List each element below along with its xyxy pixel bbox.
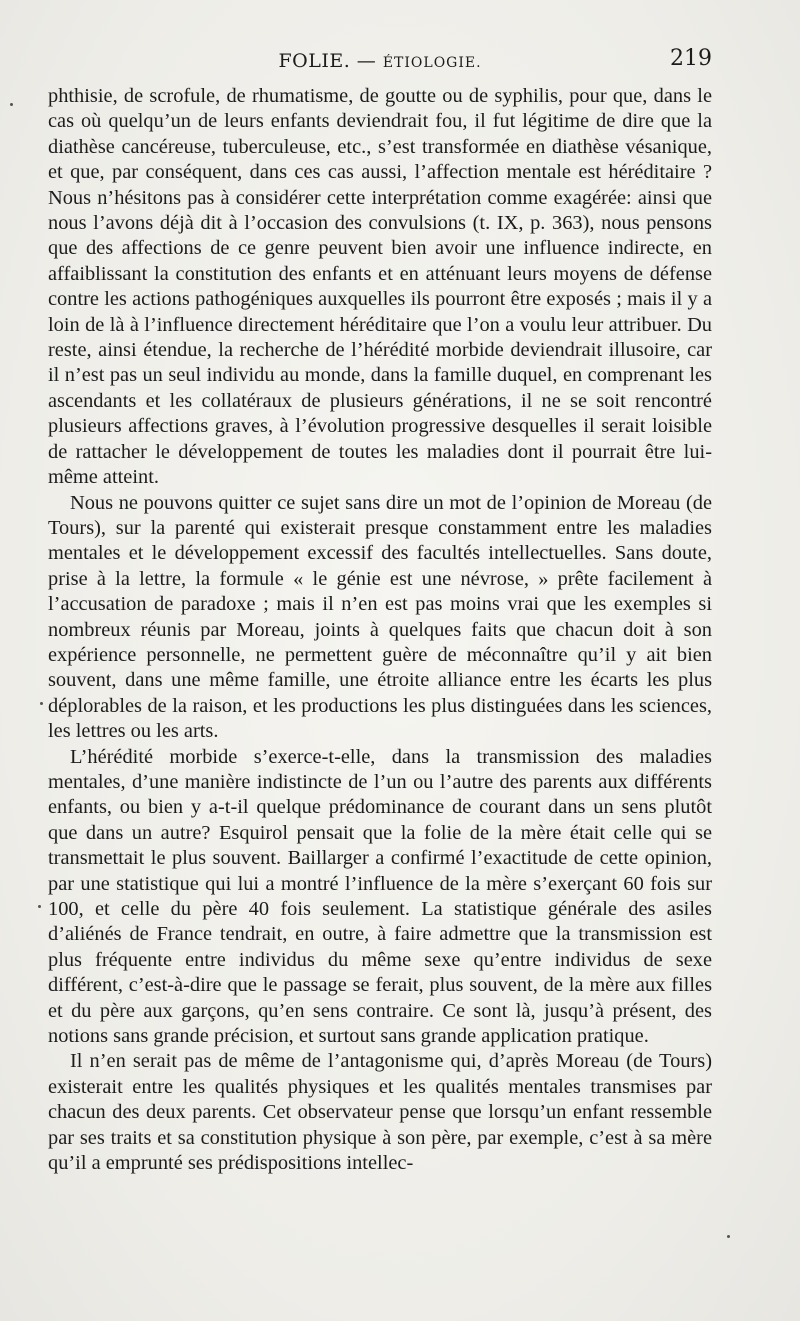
running-head-title: FOLIE. [278, 50, 351, 72]
paper-speck [40, 702, 43, 705]
paragraph-continuation: phthisie, de scrofule, de rhumatisme, de goutte ou de syphilis, pour que, dans le cas où quelqu’un de leurs enfants deviendrait fou, il fut légitime de dire que la diathèse cancéreuse, tuberculeuse, etc., s’est transformée en diathèse vésanique, et que, par conséquent, dans ces cas aussi, l’affection mentale est héréditaire ? Nous n’hésitons pas à considérer cette interprétation comme exagérée: ainsi que nous l’avons déjà dit à l’occasion des convulsions (t. IX, p. 363), nous pensons que des affections de ce genre peuvent bien avoir une influence indirecte, en affaiblissant la constitution des enfants et en atténuant leurs moyens de défense contre les actions pathogéniques auxquelles ils pourront être exposés ; mais il y a loin de là à l’influence directement héréditaire que l’on a voulu leur attribuer. Du reste, ainsi étendue, la recherche de l’hérédité morbide deviendrait illusoire, car il n’est pas un seul individu au monde, dans la famille duquel, en comprenant les ascendants et les collatéraux de plusieurs générations, il ne se soit rencontré plusieurs affections graves, à l’évolution progressive desquelles il serait loisible de rattacher le développement de toutes les maladies dont il pourrait être lui-même atteint. [48, 85, 712, 489]
paragraph: L’hérédité morbide s’exerce-t-elle, dans la transmission des maladies mentales, d’une manière indistincte de l’un ou l’autre des parents aux différents enfants, ou bien y a-t-il quelque prédominance de courant dans un sens plutôt que dans un autre? Esquirol pensait que la folie de la mère était celle qui se transmettait le plus souvent. Baillarger a confirmé l’exactitude de cette opinion, par une statistique qui lui a montré l’influence de la mère s’exerçant 60 fois sur 100, et celle du père 40 fois seulement. La statistique générale des asiles d’aliénés de France tendrait, en outre, à faire admettre que la transmission est plus fréquente entre individus du même sexe qu’entre individus de sexe différent, c’est-à-dire que le passage se ferait, plus souvent, de la mère aux filles et du père aux garçons, qu’en sens contraire. Ce sont là, jusqu’à présent, des notions sans grande précision, et surtout sans grande application pratique. [48, 745, 712, 1048]
paper-speck [727, 1235, 730, 1238]
paper-speck [10, 103, 13, 106]
running-head-section: ÉTIOLOGIE. [382, 55, 482, 71]
page-number: 219 [670, 46, 712, 71]
paragraph: Nous ne pouvons quitter ce sujet sans dire un mot de l’opinion de Moreau (de Tours), sur la parenté qui existerait presque constamment entre les maladies mentales et le développement excessif des facultés intellectuelles. Sans doute, prise à la lettre, la formule « le génie est une névrose, » prête facilement à l’accusation de paradoxe ; mais il n’en est pas moins vrai que les exemples si nombreux réunis par Moreau, joints à quelques faits que chacun doit à son expérience personnelle, ne permettent guère de méconnaître qu’il y ait bien souvent, dans une même famille, une étroite alliance entre les écarts les plus déplorables de la raison, et les productions les plus distinguées dans les sciences, les lettres ou les arts. [48, 491, 712, 743]
page-header [48, 46, 712, 80]
body-text [48, 84, 712, 1176]
paragraph: Il n’en serait pas de même de l’antagonisme qui, d’après Moreau (de Tours) existerait entre les qualités physiques et les qualités mentales transmises par chacun des deux parents. Cet observateur pense que lorsqu’un enfant ressemble par ses traits et sa constitution physique à son père, par exemple, c’est à sa mère qu’il a emprunté ses prédispositions intellec- [48, 1050, 712, 1175]
running-head-separator: — [356, 50, 377, 72]
running-head [48, 50, 712, 72]
paper-speck [38, 905, 41, 908]
